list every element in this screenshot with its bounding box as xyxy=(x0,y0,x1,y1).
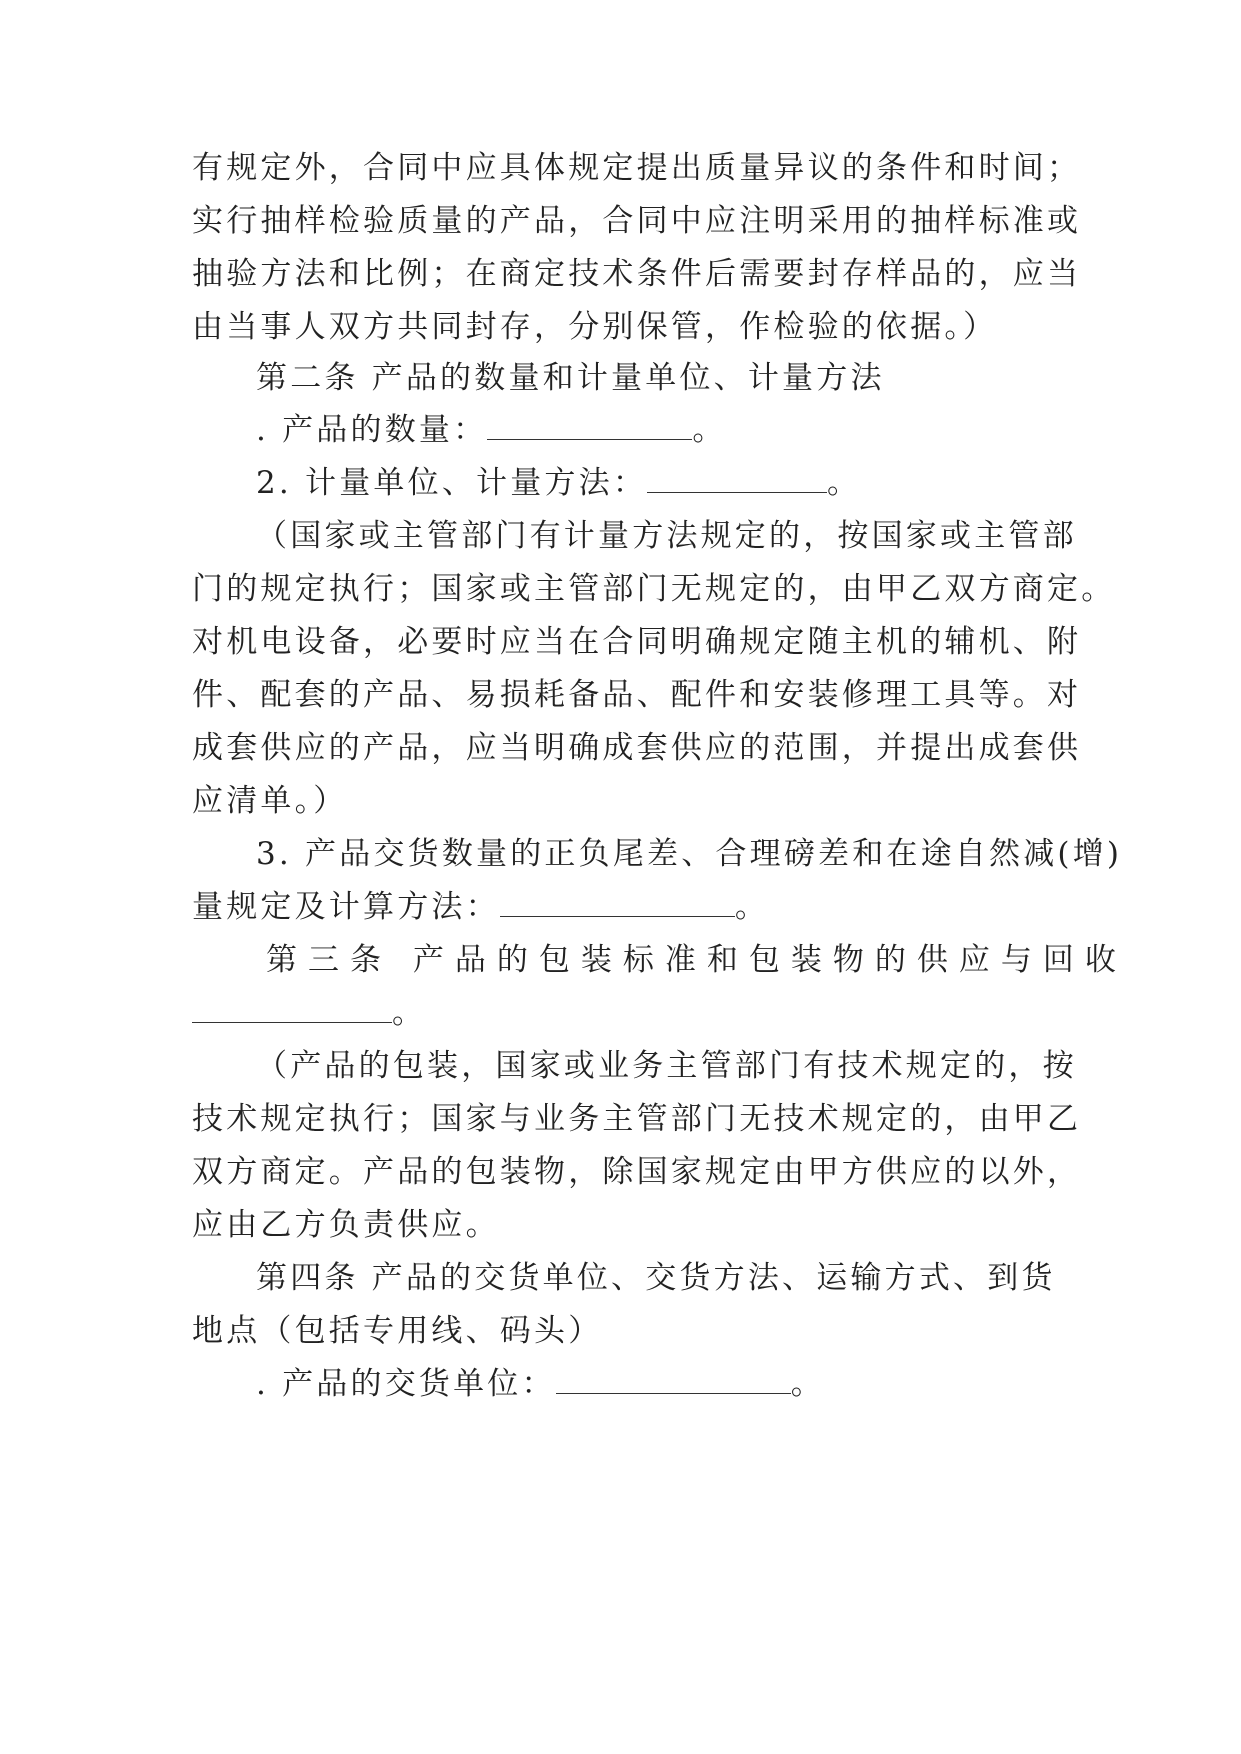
paragraph-line: 应由乙方负责供应。 xyxy=(192,1207,500,1243)
fill-in-blank xyxy=(192,998,392,1023)
paragraph-line: 双方商定。产品的包装物，除国家规定由甲方供应的以外， xyxy=(192,1154,1082,1190)
field-line-packaging xyxy=(192,993,1062,1033)
paragraph-line: 技术规定执行；国家与业务主管部门无技术规定的，由甲乙 xyxy=(192,1101,1082,1137)
paragraph-line: 件、配套的产品、易损耗备品、配件和安装修理工具等。对 xyxy=(192,677,1082,713)
paragraph-line: 地点（包括专用线、码头） xyxy=(192,1313,603,1349)
field-label: . 产品的交货单位： xyxy=(256,1366,556,1402)
field-line-delivery-unit xyxy=(256,1364,1126,1404)
paragraph-line: 门的规定执行；国家或主管部门无规定的，由甲乙双方商定。 xyxy=(192,571,1116,607)
paragraph-line: 抽验方法和比例；在商定技术条件后需要封存样品的，应当 xyxy=(192,256,1082,292)
field-label: 2. 计量单位、计量方法： xyxy=(256,465,648,501)
field-line-quantity xyxy=(256,410,1126,450)
field-terminator: 。 xyxy=(392,995,427,1031)
paragraph-line: （产品的包装，国家或业务主管部门有技术规定的，按 xyxy=(256,1048,1077,1084)
field-terminator: 。 xyxy=(827,465,862,501)
field-terminator: 。 xyxy=(734,889,770,925)
field-terminator: 。 xyxy=(692,412,727,448)
field-line-tolerance xyxy=(192,887,1062,927)
field-label: 量规定及计算方法： xyxy=(192,889,500,925)
paragraph-line: （国家或主管部门有计量方法规定的，按国家或主管部 xyxy=(256,518,1077,554)
field-terminator: 。 xyxy=(790,1366,825,1402)
paragraph-line: 对机电设备，必要时应当在合同明确规定随主机的辅机、附 xyxy=(192,624,1082,660)
paragraph-line: 实行抽样检验质量的产品，合同中应注明采用的抽样标准或 xyxy=(192,203,1082,239)
paragraph-line: 成套供应的产品，应当明确成套供应的范围，并提出成套供 xyxy=(192,730,1082,766)
paragraph-line: 应清单。） xyxy=(192,783,348,819)
fill-in-blank xyxy=(500,892,735,917)
fill-in-blank xyxy=(487,415,692,440)
paragraph-line: 3. 产品交货数量的正负尾差、合理磅差和在途自然减(增) xyxy=(256,836,1123,872)
section-heading-article-4: 第四条 产品的交货单位、交货方法、运输方式、到货 xyxy=(256,1260,1056,1296)
section-heading-article-2: 第二条 产品的数量和计量单位、计量方法 xyxy=(256,360,885,396)
field-label: . 产品的数量： xyxy=(256,412,488,448)
field-line-unit xyxy=(256,463,1126,503)
fill-in-blank xyxy=(556,1369,791,1394)
section-heading-article-3: 第三条 产品的包装标准和包装物的供应与回收 xyxy=(266,942,1127,978)
paragraph-line: 有规定外，合同中应具体规定提出质量异议的条件和时间； xyxy=(192,150,1082,186)
paragraph-line: 由当事人双方共同封存，分别保管，作检验的依据。） xyxy=(192,309,998,345)
fill-in-blank xyxy=(647,468,827,493)
